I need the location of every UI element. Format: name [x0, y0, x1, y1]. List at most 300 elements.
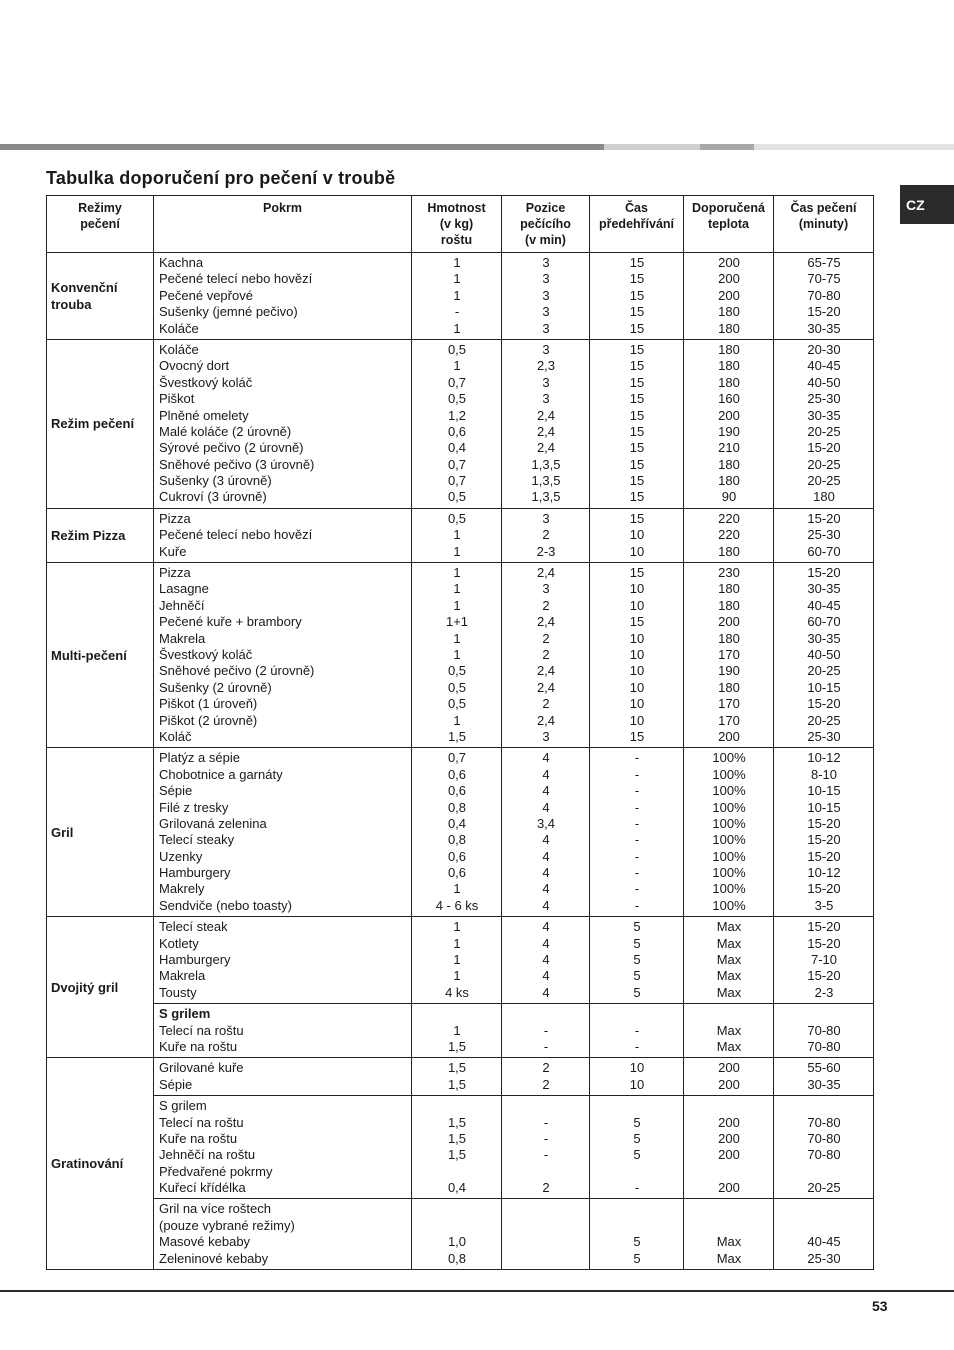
dish-value: Piškot (1 úroveň): [159, 696, 258, 712]
position-value: 4: [542, 897, 550, 913]
temp-value: 180: [718, 597, 740, 613]
preheat-value: 15: [629, 341, 645, 357]
time-value: 60-70: [807, 543, 841, 559]
temp-value: [689, 1006, 769, 1022]
position-cell: [502, 1096, 590, 1199]
time-value: 70-80: [807, 1130, 841, 1146]
position-value: 2,4: [536, 679, 556, 695]
temp-value: [689, 1164, 769, 1180]
temp-value: 170: [718, 712, 740, 728]
temp-value: [689, 1218, 769, 1234]
weight-value: 1,5: [447, 1038, 467, 1054]
preheat-value: 15: [629, 304, 645, 320]
temp-value: 200: [718, 1076, 740, 1092]
dish-value: Sušenky (2 úrovně): [159, 679, 272, 695]
mode-cell: [47, 339, 154, 508]
time-value: 25-30: [807, 728, 841, 744]
column-header-line: Režimy: [78, 201, 122, 215]
temp-value: 180: [718, 543, 740, 559]
time-value: 20-30: [807, 341, 841, 357]
position-value: 2: [542, 1060, 550, 1076]
dish-value: Jehněčí na roštu: [159, 1147, 256, 1163]
weight-value: 1: [453, 712, 461, 728]
position-value: -: [543, 1038, 549, 1054]
temp-value: Max: [716, 935, 742, 951]
position-value: -: [543, 1147, 549, 1163]
table-body: [47, 253, 874, 1270]
position-value: 4: [542, 783, 550, 799]
preheat-value: 10: [629, 1060, 645, 1076]
weight-value: 0,4: [447, 440, 467, 456]
preheat-value: 5: [633, 1147, 641, 1163]
weight-value: 1: [453, 646, 461, 662]
temp-value: 100%: [712, 865, 746, 881]
time-value: 70-80: [807, 1114, 841, 1130]
preheat-value: [595, 1006, 679, 1022]
time-value: 30-35: [807, 581, 841, 597]
dish-cell: [154, 748, 412, 917]
temp-value: [689, 1098, 769, 1114]
time-value: 20-25: [807, 423, 841, 439]
preheat-value: 5: [633, 1114, 641, 1130]
position-value: 1,3,5: [531, 456, 561, 472]
time-value: 15-20: [807, 881, 841, 897]
position-value: [507, 1251, 585, 1267]
time-value: 40-45: [807, 358, 841, 374]
dish-value: S grilem: [159, 1006, 211, 1022]
temp-cell: [684, 1004, 774, 1058]
dish-value: Ovocný dort: [159, 358, 230, 374]
position-value: 2: [542, 527, 550, 543]
weight-value: 0,5: [447, 489, 467, 505]
position-value: 4: [542, 848, 550, 864]
preheat-value: 5: [633, 984, 641, 1000]
position-value: 4: [542, 881, 550, 897]
preheat-value: 15: [629, 728, 645, 744]
preheat-value: -: [634, 897, 640, 913]
dish-value: Sýrové pečivo (2 úrovně): [159, 440, 304, 456]
weight-value: 1: [453, 881, 461, 897]
position-value: 4: [542, 750, 550, 766]
weight-value: 4 - 6 ks: [435, 897, 479, 913]
temp-cell: [684, 1096, 774, 1199]
preheat-value: -: [634, 1180, 640, 1196]
time-value: 70-75: [807, 271, 841, 287]
temp-value: 180: [718, 456, 740, 472]
weight-value: 0,7: [447, 473, 467, 489]
dish-cell: [154, 1004, 412, 1058]
time-value: 10-12: [807, 865, 841, 881]
temp-cell: [684, 253, 774, 340]
position-value: -: [543, 1022, 549, 1038]
time-value: 15-20: [807, 832, 841, 848]
dish-value: Koláče: [159, 341, 199, 357]
position-value: 2: [542, 1180, 550, 1196]
time-value: 2-3: [814, 984, 834, 1000]
preheat-value: 15: [629, 407, 645, 423]
weight-value: 1: [453, 565, 461, 581]
dish-value: Pečené telecí nebo hovězí: [159, 271, 313, 287]
position-value: 2-3: [536, 543, 556, 559]
position-value: 3: [542, 341, 550, 357]
dish-value: Pizza: [159, 565, 191, 581]
temp-value: 230: [718, 565, 740, 581]
column-header: [502, 196, 590, 253]
header-row: [47, 196, 874, 253]
dish-value: Předvařené pokrmy: [159, 1163, 273, 1179]
weight-value: 0,6: [447, 848, 467, 864]
preheat-value: -: [634, 766, 640, 782]
dish-value: Sněhové pečivo (3 úrovně): [159, 456, 315, 472]
weight-value: 0,5: [447, 510, 467, 526]
weight-value: 1: [453, 358, 461, 374]
preheat-value: -: [634, 783, 640, 799]
dish-value: Chobotnice a garnáty: [159, 766, 283, 782]
dish-value: Makrela: [159, 968, 206, 984]
preheat-value: -: [634, 750, 640, 766]
column-header: [154, 196, 412, 253]
dish-value: Filé z tresky: [159, 799, 229, 815]
time-value: 20-25: [807, 473, 841, 489]
temp-value: 200: [718, 287, 740, 303]
dish-value: Sušenky (jemné pečivo): [159, 304, 298, 320]
position-value: 3: [542, 391, 550, 407]
weight-value: 1: [453, 287, 461, 303]
position-cell: [502, 253, 590, 340]
table-row: [47, 748, 874, 917]
temp-value: 160: [718, 391, 740, 407]
page-title: Tabulka doporučení pro pečení v troubě: [46, 168, 396, 188]
dish-value: Piškot: [159, 391, 195, 407]
weight-value: 0,5: [447, 663, 467, 679]
dish-value: Plněné omelety: [159, 407, 249, 423]
temp-value: 100%: [712, 848, 746, 864]
time-value: 15-20: [807, 440, 841, 456]
baking-table: [46, 195, 874, 1270]
time-value: 15-20: [807, 935, 841, 951]
time-value: [779, 1006, 869, 1022]
weight-value: [417, 1098, 497, 1114]
time-value: [779, 1164, 869, 1180]
dish-cell: [154, 253, 412, 340]
time-value: 15-20: [807, 696, 841, 712]
dish-value: Makrely: [159, 881, 205, 897]
time-value: 20-25: [807, 712, 841, 728]
weight-value: 0,6: [447, 865, 467, 881]
table-row: [47, 563, 874, 748]
mode-label: Multi-pečení: [51, 647, 127, 663]
temp-value: 200: [718, 1114, 740, 1130]
weight-value: 0,5: [447, 679, 467, 695]
dish-value: Sušenky (3 úrovně): [159, 473, 272, 489]
temp-value: 190: [718, 423, 740, 439]
temp-value: 100%: [712, 815, 746, 831]
mode-label: Gril: [51, 824, 74, 840]
temp-value: 180: [718, 630, 740, 646]
table-row: [47, 253, 874, 340]
weight-value: 1: [453, 581, 461, 597]
position-value: 3: [542, 287, 550, 303]
preheat-value: 10: [629, 543, 645, 559]
preheat-value: 15: [629, 473, 645, 489]
position-cell: [502, 563, 590, 748]
preheat-value: 10: [629, 679, 645, 695]
time-cell: [774, 1004, 874, 1058]
preheat-value: 5: [633, 919, 641, 935]
dish-value: Švestkový koláč: [159, 646, 253, 662]
dish-value: Kotlety: [159, 935, 199, 951]
dish-value: Makrela: [159, 630, 206, 646]
table-row: [47, 1004, 874, 1058]
temp-value: 90: [721, 489, 737, 505]
time-value: [779, 1218, 869, 1234]
preheat-value: [595, 1201, 679, 1217]
temp-value: Max: [716, 919, 742, 935]
preheat-value: -: [634, 1038, 640, 1054]
preheat-value: 15: [629, 423, 645, 439]
preheat-value: 10: [629, 712, 645, 728]
weight-value: 1: [453, 320, 461, 336]
temp-value: 190: [718, 663, 740, 679]
time-value: 20-25: [807, 456, 841, 472]
weight-value: 0,5: [447, 696, 467, 712]
time-value: 8-10: [810, 766, 838, 782]
time-value: [779, 1201, 869, 1217]
dish-value: Sépie: [159, 783, 193, 799]
mode-label: Dvojitý gril: [51, 979, 119, 995]
preheat-value: 10: [629, 581, 645, 597]
mode-label: Režim pečení: [51, 416, 135, 432]
weight-value: 1: [453, 543, 461, 559]
time-cell: [774, 339, 874, 508]
position-value: 2,4: [536, 565, 556, 581]
weight-value: 1: [453, 255, 461, 270]
position-value: [507, 1098, 585, 1114]
preheat-cell: [590, 1004, 684, 1058]
preheat-value: -: [634, 881, 640, 897]
position-value: 3: [542, 255, 550, 270]
time-value: 30-35: [807, 1076, 841, 1092]
footer-rule: [0, 1290, 954, 1292]
dish-cell: [154, 1096, 412, 1199]
table-header: [47, 196, 874, 253]
position-value: 2,4: [536, 423, 556, 439]
weight-value: 1,5: [447, 1130, 467, 1146]
dish-value: Telecí steaky: [159, 832, 235, 848]
dish-value: Telecí steak: [159, 919, 228, 935]
position-value: [507, 1006, 585, 1022]
weight-cell: [412, 1004, 502, 1058]
time-value: 40-50: [807, 646, 841, 662]
preheat-value: 15: [629, 271, 645, 287]
position-value: 2,4: [536, 614, 556, 630]
time-cell: [774, 253, 874, 340]
temp-cell: [684, 563, 774, 748]
preheat-value: -: [634, 799, 640, 815]
temp-value: 210: [718, 440, 740, 456]
position-value: 4: [542, 919, 550, 935]
weight-value: 0,8: [447, 1250, 467, 1266]
dish-value: Telecí na roštu: [159, 1022, 244, 1038]
time-value: 15-20: [807, 304, 841, 320]
preheat-cell: [590, 1096, 684, 1199]
column-header-line: Doporučená: [692, 201, 765, 215]
time-value: 15-20: [807, 510, 841, 526]
dish-value: Hamburgery: [159, 952, 231, 968]
position-value: 1,3,5: [531, 473, 561, 489]
position-value: -: [543, 1130, 549, 1146]
preheat-value: 15: [629, 440, 645, 456]
preheat-cell: [590, 917, 684, 1004]
column-header-line: Pokrm: [263, 201, 302, 215]
time-value: 30-35: [807, 407, 841, 423]
weight-value: [417, 1006, 497, 1022]
mode-label: Gratinování: [51, 1156, 124, 1172]
column-header-line: pečení: [80, 217, 120, 231]
temp-cell: [684, 508, 774, 562]
position-cell: [502, 339, 590, 508]
dish-value: Cukroví (3 úrovně): [159, 489, 267, 505]
mode-label: trouba: [51, 296, 92, 312]
dish-value: Sendviče (nebo toasty): [159, 897, 292, 913]
dish-value: Kuřecí křídélka: [159, 1180, 246, 1196]
dish-cell: [154, 563, 412, 748]
temp-value: 200: [718, 1147, 740, 1163]
temp-value: 220: [718, 510, 740, 526]
temp-value: 200: [718, 407, 740, 423]
column-header-line: (v min): [525, 233, 566, 247]
time-value: 15-20: [807, 815, 841, 831]
preheat-value: 10: [629, 696, 645, 712]
time-value: 7-10: [810, 952, 838, 968]
weight-value: 0,6: [447, 766, 467, 782]
dish-value: Kuře na roštu: [159, 1038, 238, 1054]
table-row: [47, 1058, 874, 1096]
time-value: 3-5: [814, 897, 834, 913]
time-cell: [774, 917, 874, 1004]
position-value: -: [543, 1114, 549, 1130]
column-header: [47, 196, 154, 253]
temp-value: Max: [716, 1250, 742, 1266]
table-row: [47, 1096, 874, 1199]
preheat-cell: [590, 339, 684, 508]
time-value: 30-35: [807, 320, 841, 336]
position-value: 2,4: [536, 440, 556, 456]
temp-value: 180: [718, 374, 740, 390]
weight-value: 0,8: [447, 799, 467, 815]
position-value: 3: [542, 510, 550, 526]
dish-value: Masové kebaby: [159, 1234, 251, 1250]
header-bar-dark: [0, 144, 604, 150]
dish-cell: [154, 917, 412, 1004]
dish-cell: [154, 1058, 412, 1096]
weight-value: 0,6: [447, 783, 467, 799]
position-cell: [502, 917, 590, 1004]
time-cell: [774, 1058, 874, 1096]
temp-cell: [684, 339, 774, 508]
time-value: 25-30: [807, 527, 841, 543]
time-cell: [774, 1199, 874, 1270]
temp-value: 100%: [712, 799, 746, 815]
time-value: 15-20: [807, 968, 841, 984]
column-header: [590, 196, 684, 253]
page-number: 53: [872, 1298, 888, 1314]
position-value: 3: [542, 304, 550, 320]
time-value: 25-30: [807, 1250, 841, 1266]
dish-value: Grilovaná zelenina: [159, 815, 267, 831]
mode-label: Konvenční: [51, 279, 118, 295]
position-value: 2,4: [536, 712, 556, 728]
position-value: 3: [542, 728, 550, 744]
time-value: 180: [813, 489, 835, 505]
language-tab: CZ: [900, 185, 954, 224]
time-value: 10-12: [807, 750, 841, 766]
weight-value: 4 ks: [445, 984, 469, 1000]
weight-value: 1: [453, 271, 461, 287]
header-bar-mid: [700, 144, 754, 150]
temp-value: 100%: [712, 881, 746, 897]
header-bar-light: [604, 144, 700, 150]
preheat-value: 10: [629, 1076, 645, 1092]
time-value: 30-35: [807, 630, 841, 646]
mode-cell: [47, 917, 154, 1058]
position-value: [507, 1218, 585, 1234]
weight-value: 0,5: [447, 341, 467, 357]
preheat-value: 15: [629, 456, 645, 472]
mode-cell: [47, 253, 154, 340]
mode-label: Režim Pizza: [51, 527, 126, 543]
dish-value: Kuře: [159, 543, 187, 559]
dish-cell: [154, 339, 412, 508]
temp-value: Max: [716, 1234, 742, 1250]
time-value: 70-80: [807, 287, 841, 303]
position-value: 2,4: [536, 663, 556, 679]
position-cell: [502, 1058, 590, 1096]
preheat-value: 15: [629, 358, 645, 374]
position-cell: [502, 1004, 590, 1058]
weight-value: 1: [453, 968, 461, 984]
preheat-value: 10: [629, 663, 645, 679]
preheat-value: 10: [629, 646, 645, 662]
position-value: 4: [542, 968, 550, 984]
mode-cell: [47, 508, 154, 562]
temp-value: 100%: [712, 750, 746, 766]
table-row: [47, 1199, 874, 1270]
temp-value: 200: [718, 1130, 740, 1146]
weight-cell: [412, 1096, 502, 1199]
preheat-value: 15: [629, 510, 645, 526]
position-value: [507, 1164, 585, 1180]
dish-value: Pečené telecí nebo hovězí: [159, 527, 313, 543]
temp-value: 100%: [712, 783, 746, 799]
temp-value: 180: [718, 473, 740, 489]
preheat-value: 15: [629, 287, 645, 303]
weight-cell: [412, 253, 502, 340]
preheat-cell: [590, 748, 684, 917]
mode-cell: [47, 748, 154, 917]
weight-value: 1,5: [447, 1147, 467, 1163]
preheat-value: 10: [629, 527, 645, 543]
time-value: 40-45: [807, 1234, 841, 1250]
dish-value: (pouze vybrané režimy): [159, 1217, 295, 1233]
table-row: [47, 917, 874, 1004]
temp-value: 180: [718, 581, 740, 597]
position-value: 3,4: [536, 815, 556, 831]
position-value: 4: [542, 832, 550, 848]
time-value: [779, 1098, 869, 1114]
mode-cell: [47, 563, 154, 748]
dish-value: Švestkový koláč: [159, 374, 253, 390]
